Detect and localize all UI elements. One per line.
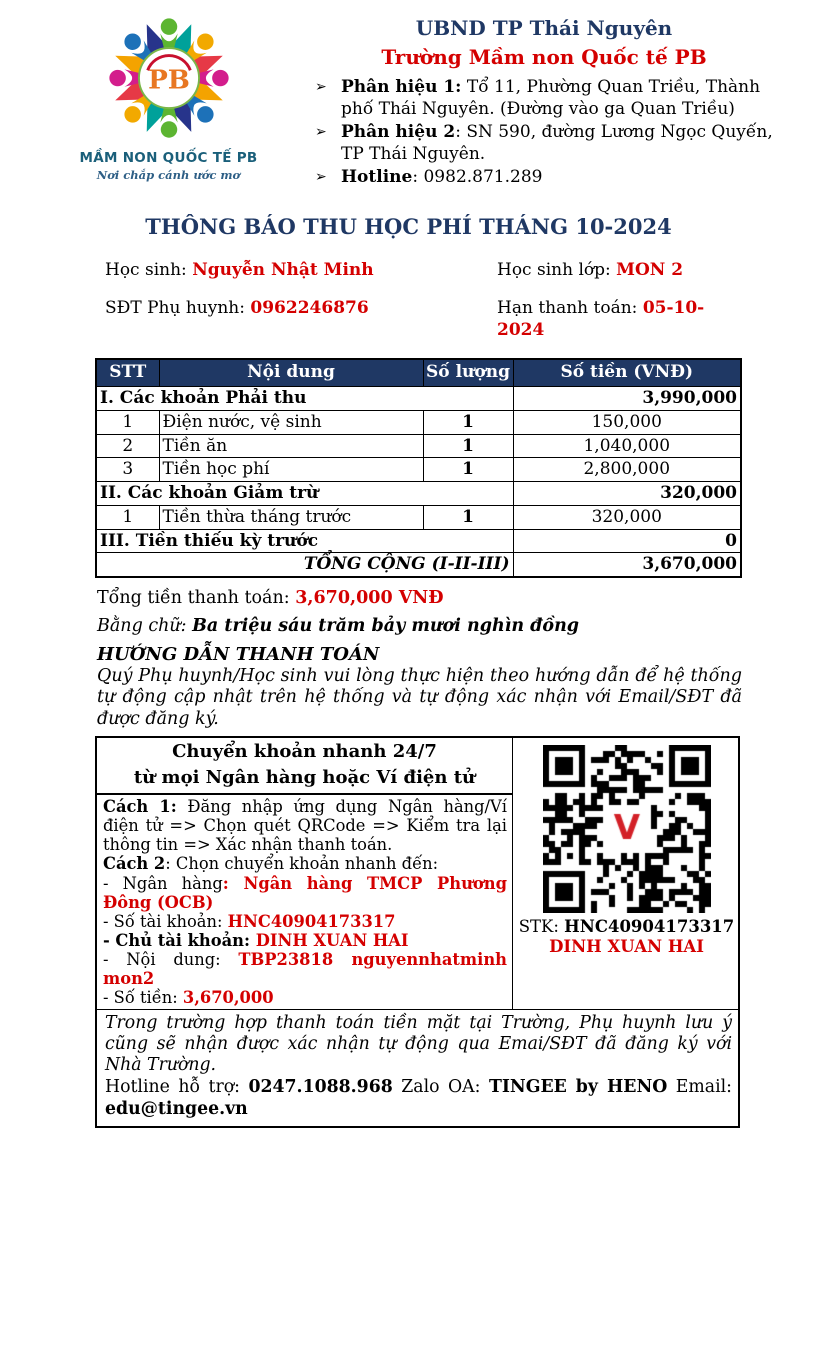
account-value: HNC40904173317 [227,911,396,931]
section-row-deductions [96,482,741,506]
fee-table-header-row [96,359,741,386]
holder-value: DINH XUAN HAI [255,930,409,950]
amount-in-words-value: Ba triệu sáu trăm bảy mươi nghìn đồng [192,616,580,637]
table-row [96,410,741,434]
payment-guide-heading: HƯỚNG DẪN THANH TOÁN [97,644,380,666]
row-stt: 1 [96,410,159,434]
qr-cell [513,738,740,1009]
branch2-text: : SN 590, đường Lương Ngọc Quyến, TP Thái Nguyên. [341,121,773,165]
school-name: Trường Mầm non Quốc tế PB [381,45,707,69]
student-name-label: Học sinh: [105,260,193,281]
amount-value: 3,670,000 [182,987,274,1007]
fee-table [95,358,742,578]
support-zalo-value: TINGEE by HENO [488,1077,668,1098]
parent-phone-row [105,297,497,341]
method2-label: Cách 2 [103,854,166,874]
section1-amount: 3,990,000 [513,387,741,411]
bank-line [103,874,507,912]
hotline-label: Hotline [341,166,413,187]
qr-holder-name: DINH XUAN HAI [549,937,704,957]
payment-instructions-cell [97,738,513,1009]
logo-school-name: MẦM NON QUỐC TẾ PB [79,150,258,166]
memo-label: - Nội dung: [103,949,239,969]
amount-line [103,988,507,1007]
page-title: THÔNG BÁO THU HỌC PHÍ THÁNG 10-2024 [145,214,672,240]
payment-note-cell [97,1009,740,1127]
student-name-row [105,259,497,281]
row-quantity: 1 [423,458,513,482]
row-description: Tiền ăn [159,434,423,458]
logo-initials: PB [147,64,190,96]
row-amount: 1,040,000 [513,434,741,458]
school-address-list [311,76,777,188]
qr-code [543,745,711,913]
due-date-row [497,297,740,341]
bank-value: : Ngân hàng TMCP Phương Đông (OCB) [103,873,507,912]
method1-line [103,797,507,854]
col-header-description: Nội dung [159,359,423,386]
branch1-text: Tổ 11, Phường Quan Triều, Thành phố Thái Nguyên. (Đường vào ga Quan Triều) [341,77,761,120]
amount-in-words-label: Bằng chữ: [97,616,193,637]
amount-in-words-line [97,616,742,636]
account-label: - Số tài khoản: [103,911,228,931]
total-amount: 3,670,000 [513,553,741,577]
student-class-row [497,259,740,281]
qr-account-line [519,917,735,936]
section2-label: II. Các khoản Giảm trừ [96,482,513,506]
amount-label: - Số tiền: [103,987,183,1007]
support-email-value: edu@tingee.vn [105,1098,248,1119]
stk-value: HNC40904173317 [564,917,735,937]
total-payment-line [97,588,742,608]
holder-line [103,931,507,950]
method1-label: Cách 1: [103,797,177,817]
row-description: Tiền thừa tháng trước [159,505,423,529]
memo-value: TBP23818 nguyennhatminh mon2 [103,949,507,988]
arrow-bullet-icon: ➢ [315,168,327,185]
arrow-bullet-icon: ➢ [315,79,327,95]
col-header-quantity: Số lượng [423,359,513,386]
row-quantity: 1 [423,434,513,458]
table-row [96,458,741,482]
payment-heading-line1: Chuyển khoản nhanh 24/7 [172,741,437,763]
section-row-previous-balance [96,529,741,553]
total-label: TỔNG CỘNG (I-II-III) [96,553,513,577]
logo-slogan: Nơi chắp cánh ước mơ [96,168,241,182]
method2-text: : Chọn chuyển khoản nhanh đến: [165,854,439,874]
section-row-receivables [96,387,741,411]
branch2-label: Phân hiệu 2 [341,121,456,142]
row-description: Tiền học phí [159,458,423,482]
row-amount: 2,800,000 [513,458,741,482]
due-date-label: Hạn thanh toán: [497,298,643,319]
section3-label: III. Tiền thiếu kỳ trước [96,529,513,553]
memo-line [103,950,507,988]
section1-label: I. Các khoản Phải thu [96,387,513,411]
total-row [96,553,741,577]
payment-methods [97,795,512,1009]
payment-heading-line2: từ mọi Ngân hàng hoặc Ví điện tử [133,767,476,789]
account-line [103,912,507,931]
school-info-block [271,14,777,188]
cash-payment-note: Trong trường hợp thanh toán tiền mặt tại Trường, Phụ huynh lưu ý cũng sẽ nhận được xác nhận tự động qua Emai/SĐT đã đăng ký với Nhà Trường. [105,1012,732,1076]
parent-phone-label: SĐT Phụ huynh: [105,298,251,319]
row-stt: 1 [96,505,159,529]
student-class-label: Học sinh lớp: [497,260,617,281]
support-zalo-label: Zalo OA: [392,1077,489,1098]
row-quantity: 1 [423,410,513,434]
support-contacts-line [105,1077,732,1120]
col-header-amount: Số tiền (VNĐ) [513,359,741,386]
row-amount: 320,000 [513,505,741,529]
org-name: UBND TP Thái Nguyên [415,16,673,40]
school-logo-block [66,14,271,188]
support-hotline-label: Hotline hỗ trợ: [105,1077,249,1098]
school-logo-icon [100,16,238,144]
holder-label: - Chủ tài khoản: [103,930,256,950]
total-payment-label: Tổng tiền thanh toán: [97,588,296,609]
support-hotline-value: 0247.1088.968 [248,1077,393,1098]
bank-label: - Ngân hàng [103,873,223,893]
row-quantity: 1 [423,505,513,529]
total-payment-value: 3,670,000 VNĐ [295,588,444,609]
row-amount: 150,000 [513,410,741,434]
support-email-label: Email: [667,1077,732,1098]
due-date-value: 05-10-2024 [497,298,705,341]
student-class-value: MON 2 [616,260,684,281]
row-stt: 3 [96,458,159,482]
section2-amount: 320,000 [513,482,741,506]
row-description: Điện nước, vệ sinh [159,410,423,434]
payment-guide-text: Quý Phụ huynh/Học sinh vui lòng thực hiện theo hướng dẫn để hệ thống tự động cập nhật trên hệ thống và tự động xác nhận với Email/SĐT đã được đăng ký. [97,666,742,729]
student-info-section [105,259,740,341]
table-row [96,434,741,458]
col-header-stt: STT [96,359,159,386]
list-item-branch2 [311,121,777,166]
branch1-label: Phân hiệu 1: [341,77,462,97]
student-name-value: Nguyễn Nhật Minh [192,260,374,281]
payment-box-heading [97,738,512,795]
table-row [96,505,741,529]
list-item-hotline [311,166,777,188]
list-item-branch1 [311,76,777,121]
parent-phone-value: 0962246876 [250,298,369,319]
document-header [0,0,817,188]
method1-text: Đăng nhập ứng dụng Ngân hàng/Ví điện tử => Chọn quét QRCode => Kiểm tra lại thông tin => Xác nhận thanh toán. [103,797,508,855]
arrow-bullet-icon: ➢ [315,123,327,140]
row-stt: 2 [96,434,159,458]
stk-label: STK: [518,917,565,937]
section3-amount: 0 [513,529,741,553]
payment-box [95,736,740,1128]
hotline-text: : 0982.871.289 [412,166,543,187]
method2-line [103,854,507,873]
